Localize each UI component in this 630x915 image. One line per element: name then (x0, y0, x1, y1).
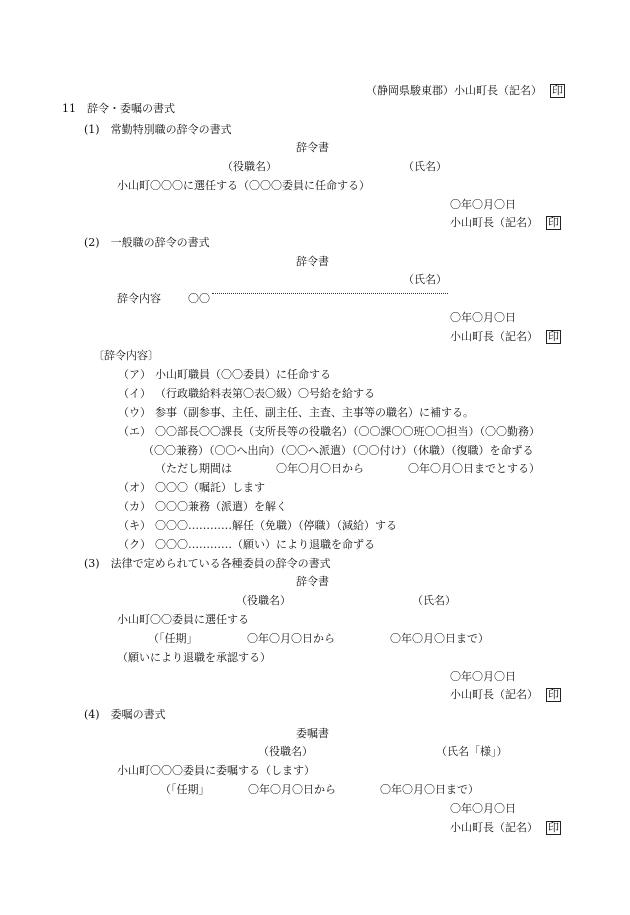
s1-signer-line (450, 216, 561, 230)
s1-signer: 小山町長（記名） (450, 216, 538, 229)
seal-stamp: 印 (548, 821, 559, 834)
s4-signer: 小山町長（記名） (450, 821, 538, 834)
s1-date: 〇年〇月〇日 (450, 198, 516, 211)
s3-signer: 小山町長（記名） (450, 688, 538, 701)
s2-name-label: （氏名） (403, 273, 447, 286)
contents-item-marker: （ウ） (118, 406, 151, 419)
contents-item-text: 〇〇〇兼務（派遣）を解く (155, 500, 287, 513)
s2-signer: 小山町長（記名） (450, 330, 538, 343)
seal-stamp: 印 (548, 688, 559, 701)
contents-item-text: 小山町職員（〇〇委員）に任命する (155, 368, 331, 381)
contents-item-text: （行政職給料表第〇表〇級）〇号給を給する (155, 387, 375, 400)
s3-note: （願いにより退職を承認する） (117, 651, 271, 664)
s1-doc-title: 辞令書 (296, 141, 329, 154)
s4-body: 小山町〇〇〇委員に委嘱する（します） (117, 764, 315, 777)
s3-position-label: （役職名） (236, 594, 291, 607)
s1-heading: (1) 常勤特別職の辞令の書式 (84, 123, 232, 136)
contents-item-marker: （イ） (118, 387, 151, 400)
s3-doc-title: 辞令書 (296, 575, 329, 588)
dotted-leader (212, 293, 448, 294)
s4-doc-title: 委嘱書 (296, 727, 329, 740)
s1-body: 小山町〇〇〇に選任する（〇〇〇委員に任命する） (117, 179, 370, 192)
contents-item-marker: （エ） (118, 425, 151, 438)
s2-heading: (2) 一般職の辞令の書式 (84, 236, 210, 249)
contents-item-text: 参事（副参事、主任、副主任、主査、主事等の職名）に補する。 (155, 406, 474, 419)
s4-position-label: （役職名） (258, 745, 313, 758)
contents-title: 〔辞令内容〕 (93, 349, 159, 362)
contents-item-marker: （カ） (118, 500, 151, 513)
s2-date: 〇年〇月〇日 (450, 311, 516, 324)
s4-heading: (4) 委嘱の書式 (84, 708, 166, 721)
s3-date: 〇年〇月〇日 (450, 670, 516, 683)
contents-item-marker: （キ） (118, 519, 151, 532)
seal-stamp: 印 (548, 330, 559, 343)
contents-item-text: 〇〇部長〇〇課長（支所長等の役職名）（〇〇課〇〇班〇〇担当）（〇〇勤務） (155, 425, 540, 438)
s3-body: 小山町〇〇委員に選任する (117, 613, 249, 626)
s1-position-label: （役職名） (222, 160, 277, 173)
contents-item-marker: （ア） (118, 368, 151, 381)
contents-item-text: （ただし期間は 〇年〇月〇日から 〇年〇月〇日までとする） (155, 462, 540, 475)
section-title: 11 辞令・委嘱の書式 (62, 102, 175, 115)
s2-doc-title: 辞令書 (296, 255, 329, 268)
s3-signer-line (450, 688, 561, 702)
s3-name-label: （氏名） (412, 594, 456, 607)
contents-item-text: （〇〇兼務）（〇〇へ出向）（〇〇へ派遣）（〇〇付け）（休職）（復職）を命ずる (143, 444, 534, 457)
seal-stamp: 印 (548, 216, 559, 229)
contents-item-marker: （オ） (118, 481, 151, 494)
contents-item-text: 〇〇〇（嘱託）します (155, 481, 265, 494)
s3-heading: (3) 法律で定められている各種委員の辞令の書式 (84, 557, 331, 570)
s4-date: 〇年〇月〇日 (450, 802, 516, 815)
s1-name-label: （氏名） (403, 160, 447, 173)
contents-item-marker: （ク） (118, 538, 151, 551)
issuer-line (366, 84, 565, 98)
contents-item-text: 〇〇〇…………（願い）により退職を命ずる (155, 538, 375, 551)
s4-term: （「任期」 〇年〇月〇日から 〇年〇月〇日まで） (160, 783, 479, 796)
s2-content-label: 辞令内容 (117, 292, 161, 305)
contents-item-text: 〇〇〇…………解任（免職）（停職）（減給）する (155, 519, 397, 532)
s3-term: （「任期」 〇年〇月〇日から 〇年〇月〇日まで） (148, 632, 489, 645)
s4-signer-line (450, 821, 561, 835)
issuer-text: （静岡県駿東郡）小山町長（記名） (366, 84, 542, 97)
s4-name-label: （氏名「様」） (436, 745, 508, 758)
s2-content-value: 〇〇 (188, 292, 210, 305)
s2-signer-line (450, 330, 561, 344)
seal-stamp: 印 (552, 84, 563, 97)
